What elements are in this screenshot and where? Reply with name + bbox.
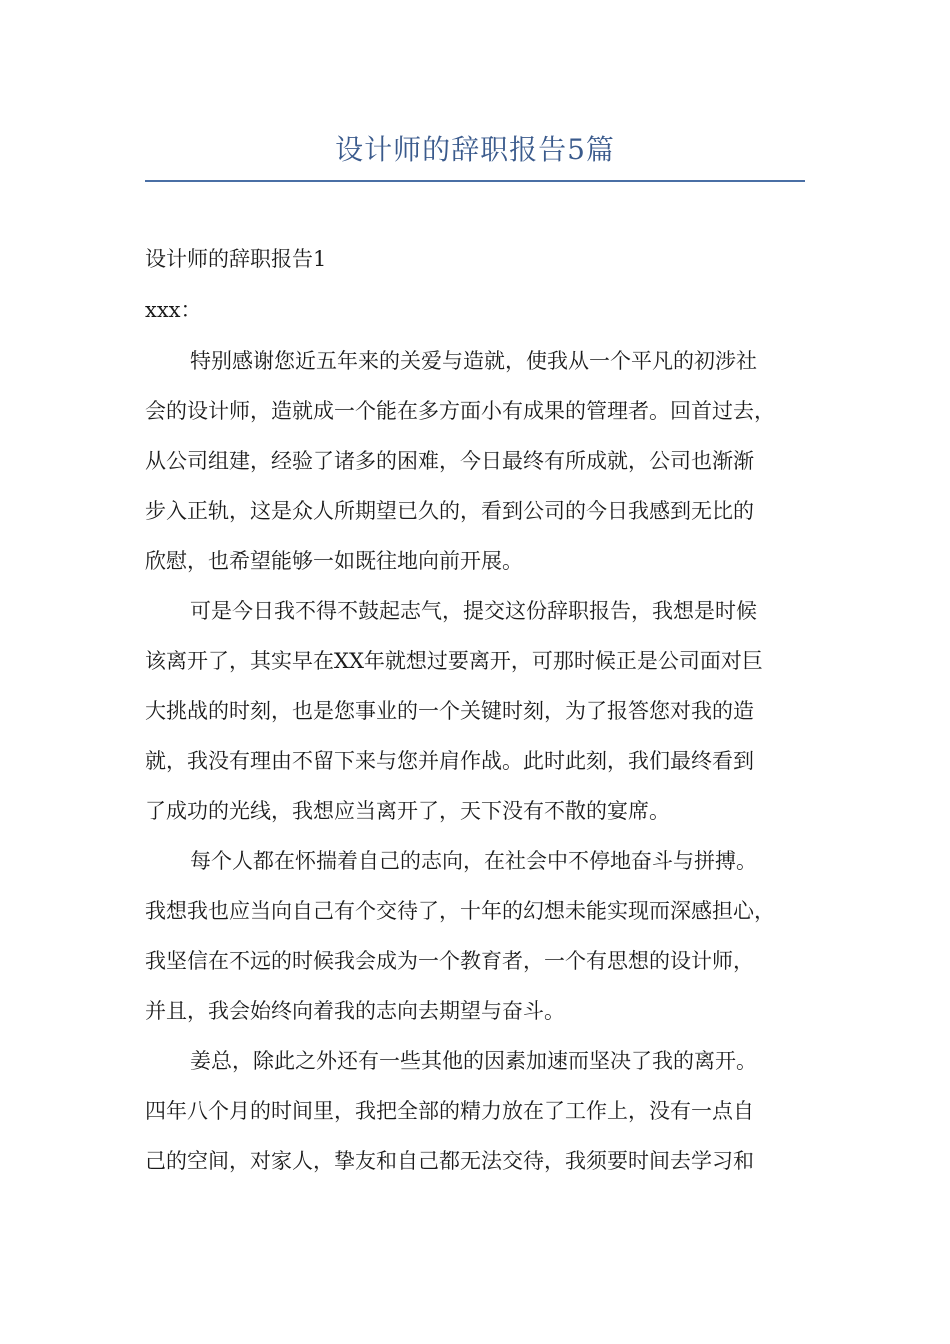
paragraph-line: 欣慰，也希望能够一如既往地向前开展。	[145, 549, 523, 573]
paragraph-line: 己的空间，对家人，挚友和自己都无法交待，我须要时间去学习和	[145, 1149, 754, 1173]
paragraph-line: 并且，我会始终向着我的志向去期望与奋斗。	[145, 999, 565, 1023]
paragraph-line: 特别感谢您近五年来的关爱与造就，使我从一个平凡的初涉社	[190, 349, 757, 373]
paragraph-line: 就，我没有理由不留下来与您并肩作战。此时此刻，我们最终看到	[145, 749, 754, 773]
salutation: xxx：	[145, 298, 202, 322]
paragraph-line: 四年八个月的时间里，我把全部的精力放在了工作上，没有一点自	[145, 1099, 754, 1123]
paragraph-1	[145, 339, 810, 589]
paragraph-line: 我想我也应当向自己有个交待了，十年的幻想未能实现而深感担心，	[145, 899, 775, 923]
paragraph-line: 我坚信在不远的时候我会成为一个教育者，一个有思想的设计师，	[145, 949, 754, 973]
paragraph-2	[145, 589, 810, 839]
title-underline	[145, 180, 805, 182]
paragraph-line: 姜总，除此之外还有一些其他的因素加速而坚决了我的离开。	[190, 1049, 757, 1073]
section-heading: 设计师的辞职报告1	[145, 247, 327, 271]
paragraph-line: 每个人都在怀揣着自己的志向，在社会中不停地奋斗与拼搏。	[190, 849, 757, 873]
paragraph-line: 大挑战的时刻，也是您事业的一个关键时刻，为了报答您对我的造	[145, 699, 754, 723]
paragraph-line: 了成功的光线，我想应当离开了，天下没有不散的宴席。	[145, 799, 670, 823]
document-title: 设计师的辞职报告5篇	[335, 133, 615, 166]
document-body	[145, 237, 810, 1189]
paragraph-4	[145, 1039, 810, 1189]
paragraph-line: 会的设计师，造就成一个能在多方面小有成果的管理者。回首过去，	[145, 399, 775, 423]
paragraph-3	[145, 839, 810, 1039]
paragraph-line: 该离开了，其实早在XX年就想过要离开，可那时候正是公司面对巨	[145, 649, 763, 673]
paragraph-line: 步入正轨，这是众人所期望已久的，看到公司的今日我感到无比的	[145, 499, 754, 523]
paragraph-line: 从公司组建，经验了诸多的困难，今日最终有所成就，公司也渐渐	[145, 449, 754, 473]
paragraph-line: 可是今日我不得不鼓起志气，提交这份辞职报告，我想是时候	[190, 599, 757, 623]
